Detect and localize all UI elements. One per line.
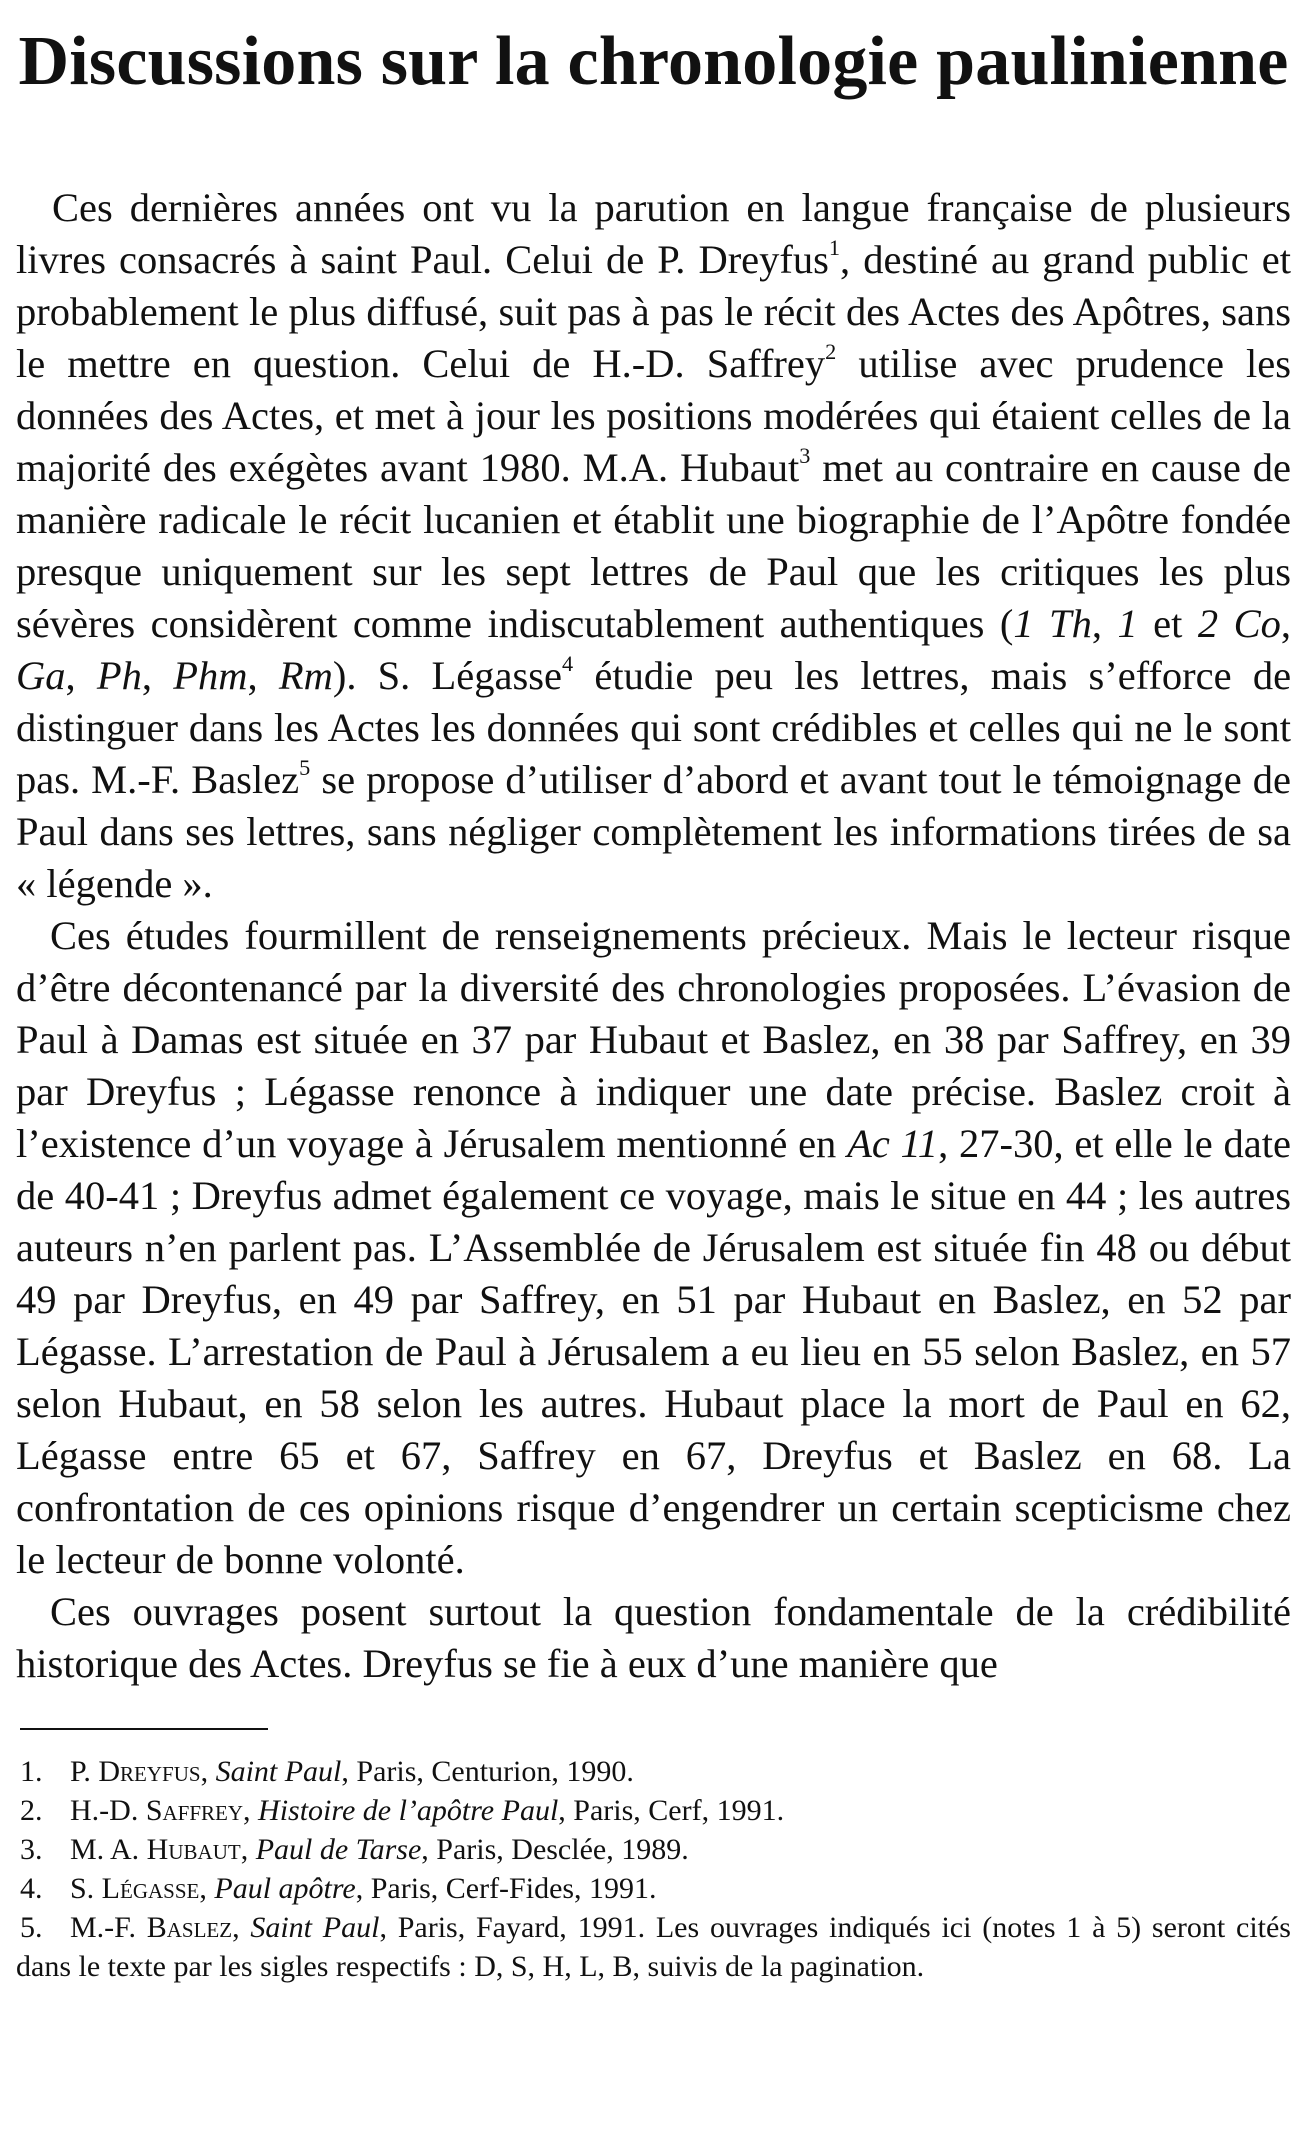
publication-info: , Paris, Fayard, 1991. Les ouvrages indiqués ici (notes 1 à 5) seront cités dans le texte par les sigles respectifs : D, S, H, L, B, suivis de la pagination. — [16, 1911, 1291, 1983]
text-run: se propose d’utiliser d’abord et avant tout le témoignage de Paul dans ses lettres, sans négliger complètement les informations tirées de sa « légende ». — [16, 757, 1291, 906]
epistle-abbrev: Ph — [96, 653, 142, 698]
footnote-text — [70, 1752, 1291, 1791]
author-name: égasse — [120, 1872, 200, 1905]
footnote-number: 3. — [20, 1833, 43, 1866]
author-initial: S. L — [70, 1872, 121, 1905]
text-run: met au contraire en cause de manière radicale le récit lucanien et établit une biographie de l’Apôtre fondée presque uniquement sur les sept lettres de Paul que les critiques les plus sévères considèrent comme indiscutablement authentiques ( — [16, 445, 1291, 646]
separator: , — [200, 1755, 216, 1788]
author-initial: H.-D. S — [70, 1794, 163, 1827]
separator: , — [199, 1872, 215, 1905]
page-title: Discussions sur la chronologie paulinienne — [18, 23, 1289, 100]
text-run: , destiné au grand public et probablement le plus diffusé, suit pas à pas le récit des Actes des Apôtres, sans le mettre en question. Celui de H.-D. Saffrey — [16, 237, 1291, 386]
footnote-ref-2[interactable]: 2 — [825, 339, 837, 365]
work-title: Paul de Tarse — [255, 1833, 422, 1866]
epistle-abbrev: 2 Co — [1197, 601, 1281, 646]
scripture-ref: Ac 11 — [847, 1121, 939, 1166]
footnote-number: 2. — [20, 1794, 43, 1827]
epistle-abbrev: Rm — [278, 653, 333, 698]
separator: , — [240, 1833, 256, 1866]
article-body — [16, 182, 1291, 1690]
text-run: Ces études fourmillent de renseignements précieux. Mais le lecteur risque d’être décontenancé par la diversité des chronologies proposées. L’évasion de Paul à Damas est située en 37 par Hubaut et Baslez, en 38 par Saffrey, en 39 par Dreyfus ; Légasse renonce à indiquer une date précise. Baslez croit à l’existence d’un voyage à Jérusalem mentionné en — [16, 913, 1291, 1166]
footnote-ref-5[interactable]: 5 — [299, 755, 311, 781]
author-initial: M.-F. B — [70, 1911, 167, 1944]
text-run: , — [1091, 601, 1118, 646]
paragraph-2 — [16, 910, 1291, 1586]
footnote-text — [16, 1911, 1291, 1983]
text-run: étudie peu les lettres, mais s’efforce de distinguer dans les Actes les données qui sont crédibles et celles qui ne le sont pas. M.-F. Baslez — [16, 653, 1292, 802]
text-run: Ces ouvrages posent surtout la question fondamentale de la crédibilité historique des Actes. Dreyfus se fie à eux d’une manière que — [16, 1589, 1291, 1686]
footnote-number: 1. — [20, 1755, 43, 1788]
footnote-divider — [20, 1728, 268, 1730]
work-title: Histoire de l’apôtre Paul — [258, 1794, 559, 1827]
author-name: aslez — [166, 1911, 233, 1944]
text-run: , — [247, 653, 279, 698]
text-run: , — [65, 653, 97, 698]
footnote-ref-1[interactable]: 1 — [828, 235, 841, 261]
epistle-abbrev: Ga — [16, 653, 66, 698]
text-run: et — [1137, 601, 1198, 646]
footnote-4 — [16, 1869, 1291, 1908]
author-name: ubaut — [168, 1833, 241, 1866]
footnotes — [16, 1752, 1291, 1986]
publication-info: , Paris, Cerf-Fides, 1991. — [355, 1872, 657, 1905]
separator: , — [243, 1794, 259, 1827]
epistle-abbrev: Phm — [173, 653, 248, 698]
paragraph-3 — [16, 1586, 1291, 1690]
publication-info: , Paris, Cerf, 1991. — [558, 1794, 785, 1827]
text-run: , — [1280, 601, 1292, 646]
text-run: , — [141, 653, 174, 698]
separator: , — [232, 1911, 251, 1944]
paragraph-1 — [16, 182, 1291, 910]
work-title: Saint Paul — [215, 1755, 342, 1788]
footnote-number: 5. — [20, 1911, 43, 1944]
author-initial: P. D — [70, 1755, 121, 1788]
document-page — [16, 0, 1291, 1986]
footnote-text — [70, 1791, 1291, 1830]
epistle-abbrev: 1 Th — [1013, 601, 1092, 646]
author-name: affrey — [162, 1794, 244, 1827]
epistle-abbrev: 1 — [1117, 601, 1138, 646]
footnote-number: 4. — [20, 1872, 43, 1905]
publication-info: , Paris, Centurion, 1990. — [341, 1755, 634, 1788]
footnote-2 — [16, 1791, 1291, 1830]
author-initial: M. A. H — [70, 1833, 169, 1866]
author-name: reyfus — [120, 1755, 201, 1788]
work-title: Saint Paul — [250, 1911, 380, 1944]
text-run: ). S. Légasse — [332, 653, 562, 698]
text-run: Ces dernières années ont vu la parution en langue française de plusieurs livres consacrés à saint Paul. Celui de P. Dreyfus — [16, 185, 1291, 282]
footnote-5 — [16, 1908, 1291, 1986]
text-run: , 27-30, et elle le date de 40-41 ; Dreyfus admet également ce voyage, mais le situe en 44 ; les autres auteurs n’en parlent pas. L’Assemblée de Jérusalem est située fin 48 ou début 49 par Dreyfus, en 49 par Saffrey, en 51 par Hubaut en Baslez, en 52 par Légasse. L’arrestation de Paul à Jérusalem a eu lieu en 55 selon Baslez, en 57 selon Hubaut, en 58 selon les autres. Hubaut place la mort de Paul en 62, Légasse entre 65 et 67, Saffrey en 67, Dreyfus et Baslez en 68. La confrontation de ces opinions risque d’engendrer un certain scepticisme chez le lecteur de bonne volonté. — [16, 1121, 1291, 1582]
footnote-ref-4[interactable]: 4 — [561, 651, 574, 677]
publication-info: , Paris, Desclée, 1989. — [421, 1833, 689, 1866]
footnote-1 — [16, 1752, 1291, 1791]
footnote-text — [70, 1830, 1291, 1869]
footnote-text — [70, 1869, 1291, 1908]
footnote-3 — [16, 1830, 1291, 1869]
work-title: Paul apôtre — [214, 1872, 356, 1905]
text-run: utilise avec prudence les données des Actes, et met à jour les positions modérées qui étaient celles de la majorité des exégètes avant 1980. M.A. Hubaut — [16, 341, 1292, 490]
footnote-ref-3[interactable]: 3 — [799, 443, 811, 469]
